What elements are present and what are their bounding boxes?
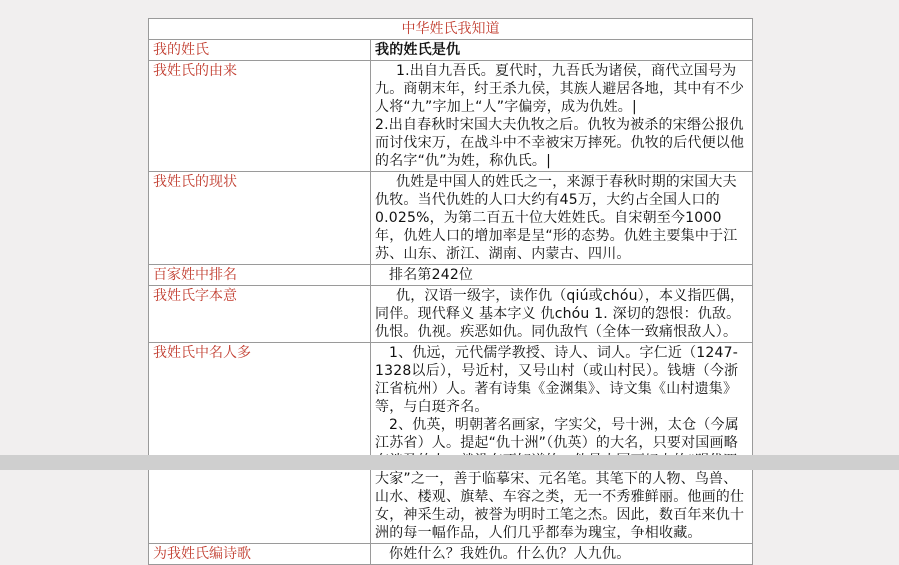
table-row (149, 265, 753, 286)
bottom-shadow-strip (0, 455, 899, 470)
row-label: 我的姓氏 (149, 40, 371, 61)
title-row (149, 19, 753, 40)
content-paragraph: 仇姓是中国人的姓氏之一，来源于春秋时期的宋国大夫仇牧。当代仇姓的人口大约有45万，大约占全国人口的0.025%，为第二百五十位大姓姓氏。自宋朝至今1000年，仇姓人口的增加率是呈“形的态势。仇姓主要集中于江苏、山东、浙江、湖南、内蒙古、四川。 (375, 174, 738, 262)
row-label: 我姓氏的由来 (149, 61, 371, 172)
surname-worksheet (148, 18, 752, 565)
row-label: 我姓氏的现状 (149, 172, 371, 265)
row-label: 我姓氏中名人多 (149, 343, 371, 544)
row-content (371, 172, 753, 265)
table-title: 中华姓氏我知道 (149, 19, 753, 40)
row-content (371, 286, 753, 343)
row-label: 我姓氏字本意 (149, 286, 371, 343)
table-row (149, 40, 753, 61)
row-content (371, 265, 753, 286)
surname-table (148, 18, 753, 565)
row-content (371, 343, 753, 544)
content-paragraph: 1、仇远，元代儒学教授、诗人、词人。字仁近（1247-1328以后），号近村，又号山村（或山村民）。钱塘（今浙江省杭州）人。著有诗集《金渊集》、诗文集《山村遗集》等，与白珽齐名。 (375, 345, 739, 415)
row-label: 为我姓氏编诗歌 (149, 544, 371, 565)
content-paragraph: 1.出自九吾氏。夏代时，九吾氏为诸侯，商代立国号为九。商朝末年，纣王杀九侯，其族人避居各地，其中有不少人将“九”字加上“人”字偏旁，成为仇姓。| (375, 63, 745, 115)
content-paragraph: 2、仇英，明朝著名画家，字实父，号十洲，太仓（今属江苏省）人。提起“仇十洲”（仇英）的大名，只要对国画略 大家”之一，善于临摹宋、元名笔。其笔下的人物、鸟兽、山水、楼观、旗辇、车容之类，无一不秀雅鲜丽。他画的仕女，神采生动，被誉为明时工笔之杰。因此，数百年来仇十洲的每一幅作品，人们几乎都奉为瑰宝，争相收藏。 (375, 417, 745, 541)
row-content (371, 40, 753, 61)
table-row (149, 172, 753, 265)
table-row (149, 61, 753, 172)
row-content (371, 544, 753, 565)
row-content (371, 61, 753, 172)
table-row (149, 343, 753, 544)
table-row (149, 286, 753, 343)
content-paragraph: 你姓什么？我姓仇。什么仇？人九仇。 (389, 546, 631, 562)
content-paragraph: 排名第242位 (389, 267, 474, 283)
row-label: 百家姓中排名 (149, 265, 371, 286)
content-paragraph: 2.出自春秋时宋国大夫仇牧之后。仇牧为被杀的宋缗公报仇而讨伐宋万，在战斗中不幸被宋万摔死。仇牧的后代便以他的名字“仇”为姓，称仇氏。| (375, 117, 745, 169)
table-row (149, 544, 753, 565)
content-paragraph: 我的姓氏是仇 (375, 42, 461, 58)
content-paragraph: 仇，汉语一级字，读作仇（qiú或chóu），本义指匹偶，同伴。现代释义 基本字义 仇chóu 1. 深切的怨恨：仇敌。仇恨。仇视。疾恶如仇。同仇敌忾（全体一致痛恨敌人）。 (375, 288, 745, 340)
